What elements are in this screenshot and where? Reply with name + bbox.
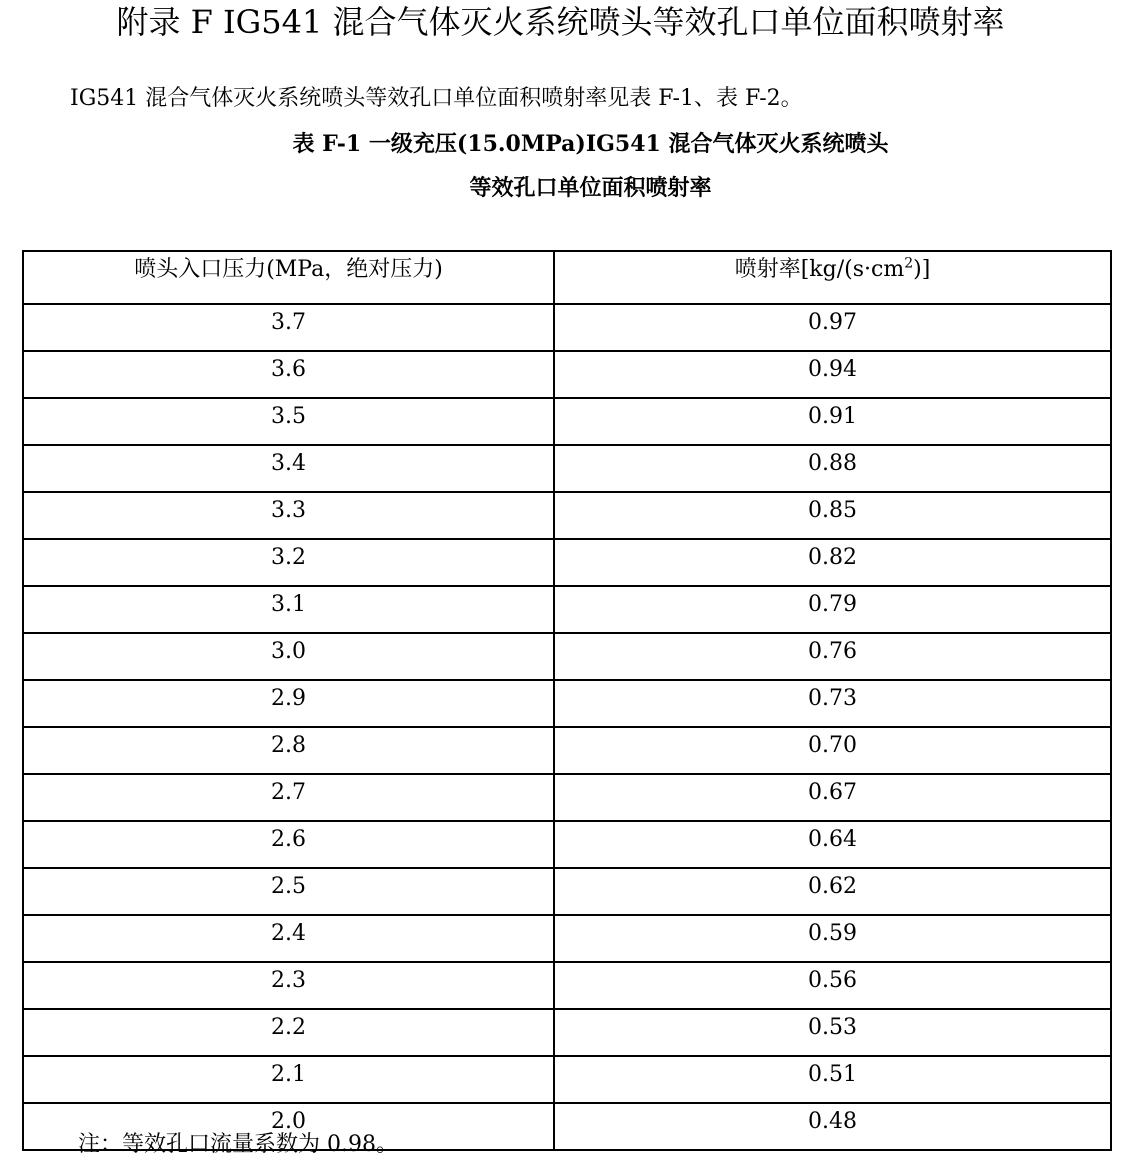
table-row [23, 774, 1111, 821]
rate-cell: 0.56 [554, 962, 1111, 1009]
table-row [23, 445, 1111, 492]
table-row [23, 351, 1111, 398]
table-row [23, 1009, 1111, 1056]
spray-rate-table [22, 250, 1112, 1151]
rate-cell: 0.67 [554, 774, 1111, 821]
table-row [23, 398, 1111, 445]
table-row [23, 1056, 1111, 1103]
table-row [23, 304, 1111, 351]
table-note: 注：等效孔口流量系数为 0.98。 [78, 1132, 398, 1157]
table-header-row [23, 251, 1111, 304]
table-row [23, 915, 1111, 962]
pressure-cell: 2.4 [23, 915, 554, 962]
page-title: 附录 F IG541 混合气体灭火系统喷头等效孔口单位面积喷射率 [116, 3, 1005, 41]
table-row [23, 633, 1111, 680]
rate-cell: 0.79 [554, 586, 1111, 633]
table-row [23, 539, 1111, 586]
pressure-cell: 2.1 [23, 1056, 554, 1103]
rate-cell: 0.53 [554, 1009, 1111, 1056]
table-caption-line-2: 等效孔口单位面积喷射率 [469, 175, 712, 201]
pressure-cell: 3.0 [23, 633, 554, 680]
pressure-cell: 3.6 [23, 351, 554, 398]
pressure-cell: 2.5 [23, 868, 554, 915]
rate-cell: 0.73 [554, 680, 1111, 727]
table-row [23, 680, 1111, 727]
rate-cell: 0.64 [554, 821, 1111, 868]
pressure-cell: 2.7 [23, 774, 554, 821]
rate-cell: 0.76 [554, 633, 1111, 680]
rate-cell: 0.62 [554, 868, 1111, 915]
rate-cell: 0.59 [554, 915, 1111, 962]
table-row [23, 868, 1111, 915]
rate-cell: 0.70 [554, 727, 1111, 774]
intro-paragraph: IG541 混合气体灭火系统喷头等效孔口单位面积喷射率见表 F-1、表 F-2。 [70, 86, 803, 111]
table-row [23, 492, 1111, 539]
rate-cell: 0.51 [554, 1056, 1111, 1103]
header-rate-prefix: 喷射率[kg/(s·cm [734, 257, 905, 282]
pressure-cell: 2.8 [23, 727, 554, 774]
pressure-cell: 2.6 [23, 821, 554, 868]
rate-cell: 0.82 [554, 539, 1111, 586]
pressure-cell: 3.3 [23, 492, 554, 539]
table-row [23, 586, 1111, 633]
table-caption-line-1: 表 F-1 一级充压(15.0MPa)IG541 混合气体灭火系统喷头 [292, 131, 889, 157]
rate-cell: 0.85 [554, 492, 1111, 539]
header-rate-suffix: )] [913, 257, 931, 282]
pressure-cell: 3.2 [23, 539, 554, 586]
rate-cell: 0.97 [554, 304, 1111, 351]
header-rate [554, 251, 1111, 304]
pressure-cell: 2.0 [23, 1103, 554, 1150]
rate-cell: 0.91 [554, 398, 1111, 445]
header-pressure: 喷头入口压力(MPa，绝对压力) [23, 251, 554, 304]
pressure-cell: 3.1 [23, 586, 554, 633]
pressure-cell: 2.3 [23, 962, 554, 1009]
table-body [23, 304, 1111, 1150]
table-row [23, 962, 1111, 1009]
pressure-cell: 3.4 [23, 445, 554, 492]
pressure-cell: 3.7 [23, 304, 554, 351]
pressure-cell: 2.9 [23, 680, 554, 727]
table-row [23, 727, 1111, 774]
rate-cell: 0.88 [554, 445, 1111, 492]
header-rate-superscript: 2 [904, 255, 914, 272]
rate-cell: 0.94 [554, 351, 1111, 398]
rate-cell: 0.48 [554, 1103, 1111, 1150]
table-row [23, 821, 1111, 868]
pressure-cell: 3.5 [23, 398, 554, 445]
pressure-cell: 2.2 [23, 1009, 554, 1056]
